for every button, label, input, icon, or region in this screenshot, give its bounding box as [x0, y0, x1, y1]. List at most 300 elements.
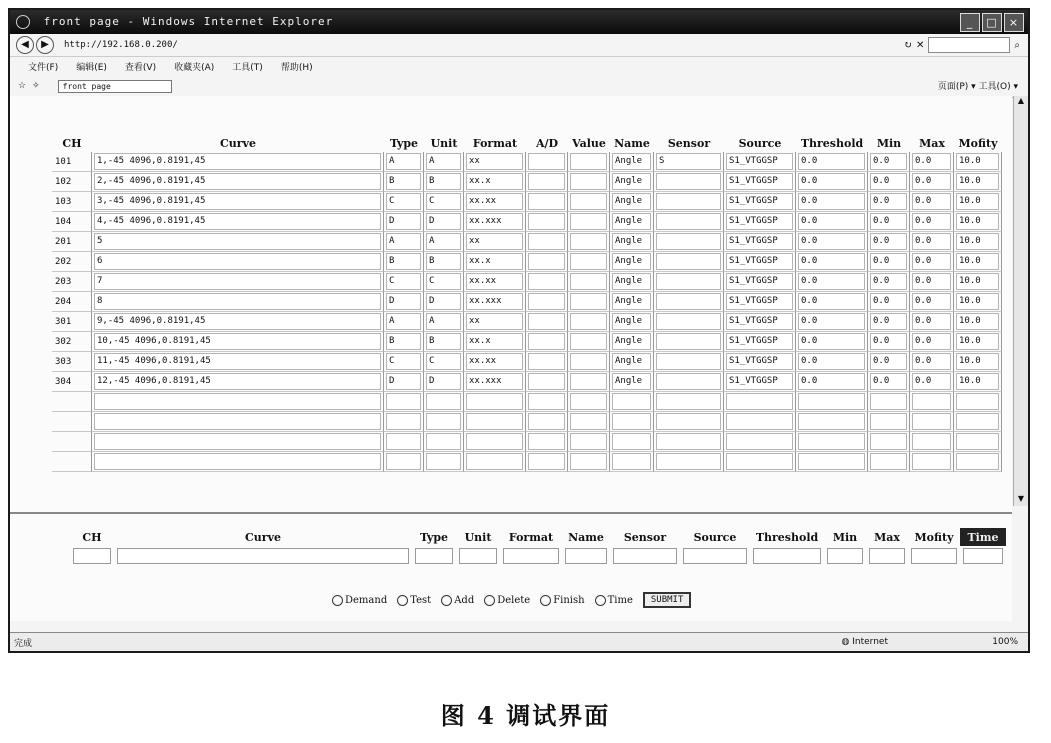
submit-button[interactable]: SUBMIT [643, 592, 692, 608]
time-input[interactable] [963, 548, 1003, 564]
sensor-field[interactable] [656, 233, 721, 250]
cell-mofity [954, 152, 1002, 172]
table-row [52, 392, 1002, 412]
unit-field[interactable]: B [426, 333, 461, 350]
form-col-threshold: Threshold [755, 530, 819, 544]
option-demand[interactable] [332, 595, 387, 606]
min-field[interactable]: 0.0 [870, 333, 907, 350]
format-field[interactable]: xx.xx [466, 273, 523, 290]
type-field[interactable] [386, 433, 421, 450]
unit-field[interactable]: B [426, 253, 461, 270]
mofity-input[interactable] [911, 548, 957, 564]
col-name: Name [614, 136, 650, 150]
form-col-time: Time [960, 528, 1006, 546]
mofity-field[interactable]: 10.0 [956, 373, 999, 390]
form-col-type: Type [419, 530, 449, 544]
source-field[interactable]: S1_VTGGSP [726, 313, 793, 330]
curve-field[interactable] [94, 393, 381, 410]
min-field[interactable] [870, 413, 907, 430]
search-input[interactable] [928, 37, 1010, 53]
radio-icon[interactable] [484, 595, 495, 606]
table-row [52, 412, 1002, 432]
sensor-field[interactable] [656, 293, 721, 310]
curve-field[interactable] [94, 433, 381, 450]
source-field[interactable]: S1_VTGGSP [726, 293, 793, 310]
name-field[interactable]: Angle [612, 293, 651, 310]
name-field[interactable]: Angle [612, 353, 651, 370]
command-bar[interactable]: 页面(P) ▾ 工具(O) ▾ [937, 82, 1018, 92]
source-field[interactable]: S1_VTGGSP [726, 253, 793, 270]
sensor-field[interactable] [656, 213, 721, 230]
threshold-field[interactable]: 0.0 [798, 333, 865, 350]
cell-source [724, 392, 796, 412]
source-field[interactable] [726, 433, 793, 450]
type-field[interactable]: A [386, 233, 421, 250]
back-icon[interactable]: ◀ [16, 36, 34, 54]
mofity-field[interactable]: 10.0 [956, 313, 999, 330]
name-field[interactable] [612, 393, 651, 410]
type-field[interactable]: C [386, 193, 421, 210]
option-add[interactable] [441, 595, 474, 606]
col-max: Max [919, 136, 945, 150]
max-field[interactable]: 0.0 [912, 353, 951, 370]
value-field[interactable] [570, 393, 607, 410]
ad-field[interactable] [528, 253, 565, 270]
min-field[interactable]: 0.0 [870, 173, 907, 190]
channel-table [52, 134, 1002, 472]
sensor-field[interactable] [656, 453, 721, 470]
source-field[interactable] [726, 413, 793, 430]
max-field[interactable]: 0.0 [912, 193, 951, 210]
value-field[interactable] [570, 373, 607, 390]
mofity-field[interactable] [956, 413, 999, 430]
name-field[interactable]: Angle [612, 213, 651, 230]
max-field[interactable]: 0.0 [912, 373, 951, 390]
unit-field[interactable] [426, 433, 461, 450]
type-field[interactable]: D [386, 213, 421, 230]
max-field[interactable]: 0.0 [912, 293, 951, 310]
min-field[interactable]: 0.0 [870, 273, 907, 290]
sensor-field[interactable] [656, 253, 721, 270]
value-field[interactable] [570, 153, 607, 170]
curve-input[interactable] [117, 548, 409, 564]
min-field[interactable]: 0.0 [870, 373, 907, 390]
ad-field[interactable] [528, 193, 565, 210]
name-field[interactable] [612, 433, 651, 450]
format-field[interactable]: xx.x [466, 253, 523, 270]
ad-field[interactable] [528, 273, 565, 290]
radio-icon[interactable] [540, 595, 551, 606]
type-field[interactable] [386, 393, 421, 410]
ch-input[interactable] [73, 548, 111, 564]
min-field[interactable]: 0.0 [870, 353, 907, 370]
format-input[interactable] [503, 548, 559, 564]
type-input[interactable] [415, 548, 453, 564]
min-field[interactable]: 0.0 [870, 253, 907, 270]
source-field[interactable] [726, 453, 793, 470]
sensor-field[interactable] [656, 373, 721, 390]
ad-field[interactable] [528, 453, 565, 470]
cell-sensor [654, 352, 724, 372]
threshold-field[interactable] [798, 393, 865, 410]
menu-edit[interactable]: 编辑(E) [76, 62, 107, 73]
source-field[interactable]: S1_VTGGSP [726, 353, 793, 370]
type-field[interactable]: D [386, 293, 421, 310]
ad-field[interactable] [528, 313, 565, 330]
cell-unit [424, 332, 464, 352]
source-field[interactable]: S1_VTGGSP [726, 173, 793, 190]
mofity-field[interactable]: 10.0 [956, 233, 999, 250]
sensor-field[interactable] [656, 193, 721, 210]
mofity-field[interactable]: 10.0 [956, 353, 999, 370]
threshold-input[interactable] [753, 548, 821, 564]
unit-field[interactable]: C [426, 353, 461, 370]
search-icon[interactable]: ⌕ [1014, 39, 1020, 51]
option-test[interactable] [397, 595, 431, 606]
form-col-name: Name [568, 530, 604, 544]
source-field[interactable]: S1_VTGGSP [726, 233, 793, 250]
cell-type [384, 292, 424, 312]
menu-view[interactable]: 查看(V) [124, 62, 157, 73]
threshold-field[interactable]: 0.0 [798, 293, 865, 310]
source-field[interactable] [726, 393, 793, 410]
mofity-field[interactable] [956, 393, 999, 410]
max-field[interactable] [912, 453, 951, 470]
cell-name [610, 432, 654, 452]
max-field[interactable]: 0.0 [912, 153, 951, 170]
refresh-icon[interactable]: ↻ [903, 39, 912, 51]
max-field[interactable]: 0.0 [912, 253, 951, 270]
name-field[interactable]: Angle [612, 153, 651, 170]
maximize-button[interactable]: □ [982, 13, 1002, 32]
min-field[interactable] [870, 453, 907, 470]
max-input[interactable] [869, 548, 905, 564]
cell-ad [526, 372, 568, 392]
ad-field[interactable] [528, 153, 565, 170]
source-field[interactable]: S1_VTGGSP [726, 213, 793, 230]
min-field[interactable]: 0.0 [870, 313, 907, 330]
ad-field[interactable] [528, 373, 565, 390]
threshold-field[interactable]: 0.0 [798, 213, 865, 230]
browser-window [8, 8, 1030, 653]
unit-field[interactable]: C [426, 273, 461, 290]
mofity-field[interactable]: 10.0 [956, 253, 999, 270]
curve-field[interactable]: 11,-45 4096,0.8191,45 [94, 353, 381, 370]
min-field[interactable]: 0.0 [870, 293, 907, 310]
ad-field[interactable] [528, 393, 565, 410]
menu-tools[interactable]: 工具(T) [232, 62, 263, 73]
source-field[interactable]: S1_VTGGSP [726, 333, 793, 350]
sensor-field[interactable] [656, 273, 721, 290]
threshold-field[interactable]: 0.0 [798, 253, 865, 270]
max-field[interactable]: 0.0 [912, 173, 951, 190]
curve-field[interactable]: 10,-45 4096,0.8191,45 [94, 333, 381, 350]
curve-field[interactable]: 1,-45 4096,0.8191,45 [94, 153, 381, 170]
format-field[interactable] [466, 433, 523, 450]
format-field[interactable]: xx.x [466, 173, 523, 190]
sensor-field[interactable] [656, 333, 721, 350]
format-field[interactable] [466, 453, 523, 470]
tab-front-page[interactable]: front page [58, 80, 172, 93]
max-field[interactable] [912, 393, 951, 410]
value-field[interactable] [570, 193, 607, 210]
unit-field[interactable] [426, 453, 461, 470]
sensor-field[interactable] [656, 393, 721, 410]
mofity-field[interactable]: 10.0 [956, 273, 999, 290]
threshold-field[interactable]: 0.0 [798, 353, 865, 370]
min-field[interactable]: 0.0 [870, 153, 907, 170]
cell-sensor [654, 212, 724, 232]
format-field[interactable] [466, 393, 523, 410]
status-bar [10, 632, 1028, 651]
curve-field[interactable]: 9,-45 4096,0.8191,45 [94, 313, 381, 330]
max-field[interactable]: 0.0 [912, 273, 951, 290]
mofity-field[interactable]: 10.0 [956, 293, 999, 310]
value-field[interactable] [570, 213, 607, 230]
threshold-field[interactable]: 0.0 [798, 233, 865, 250]
threshold-field[interactable] [798, 413, 865, 430]
mofity-field[interactable]: 10.0 [956, 213, 999, 230]
threshold-field[interactable]: 0.0 [798, 173, 865, 190]
format-field[interactable]: xx.xxx [466, 213, 523, 230]
cell-sensor [654, 372, 724, 392]
source-field[interactable]: S1_VTGGSP [726, 273, 793, 290]
scroll-up-icon[interactable]: ▲ [1017, 96, 1025, 105]
table-row [52, 212, 1002, 232]
type-field[interactable]: A [386, 153, 421, 170]
sensor-field[interactable] [656, 313, 721, 330]
unit-field[interactable]: A [426, 153, 461, 170]
threshold-field[interactable]: 0.0 [798, 373, 865, 390]
zoom-level[interactable]: 100% [992, 637, 1018, 647]
name-field[interactable]: Angle [612, 233, 651, 250]
ad-field[interactable] [528, 333, 565, 350]
radio-icon[interactable] [332, 595, 343, 606]
value-field[interactable] [570, 293, 607, 310]
type-field[interactable] [386, 453, 421, 470]
option-finish[interactable] [540, 595, 584, 606]
max-field[interactable] [912, 413, 951, 430]
value-field[interactable] [570, 273, 607, 290]
mofity-field[interactable]: 10.0 [956, 193, 999, 210]
ad-field[interactable] [528, 293, 565, 310]
value-field[interactable] [570, 453, 607, 470]
cell-name [610, 412, 654, 432]
sensor-field[interactable]: S [656, 153, 721, 170]
cell-name [610, 232, 654, 252]
type-field[interactable]: B [386, 173, 421, 190]
format-field[interactable]: xx.xx [466, 353, 523, 370]
type-field[interactable]: D [386, 373, 421, 390]
menu-help[interactable]: 帮助(H) [280, 62, 313, 73]
sensor-input[interactable] [613, 548, 677, 564]
threshold-field[interactable]: 0.0 [798, 193, 865, 210]
mofity-field[interactable] [956, 453, 999, 470]
cell-mofity [954, 312, 1002, 332]
curve-field[interactable]: 4,-45 4096,0.8191,45 [94, 213, 381, 230]
value-field[interactable] [570, 313, 607, 330]
mofity-field[interactable] [956, 433, 999, 450]
unit-field[interactable]: A [426, 233, 461, 250]
source-input[interactable] [683, 548, 747, 564]
sensor-field[interactable] [656, 413, 721, 430]
ad-field[interactable] [528, 413, 565, 430]
max-field[interactable]: 0.0 [912, 233, 951, 250]
radio-icon[interactable] [397, 595, 408, 606]
threshold-field[interactable]: 0.0 [798, 313, 865, 330]
table-row [52, 172, 1002, 192]
table-row [52, 312, 1002, 332]
menu-file[interactable]: 文件(F) [28, 62, 59, 73]
cell-min [868, 372, 910, 392]
name-field[interactable]: Angle [612, 173, 651, 190]
table-header-row [52, 134, 1002, 152]
type-field[interactable] [386, 413, 421, 430]
address-bar [10, 34, 1028, 57]
value-field[interactable] [570, 173, 607, 190]
name-field[interactable]: Angle [612, 373, 651, 390]
cell-name [610, 252, 654, 272]
name-field[interactable]: Angle [612, 273, 651, 290]
max-field[interactable]: 0.0 [912, 213, 951, 230]
type-field[interactable]: B [386, 333, 421, 350]
cell-mofity [954, 212, 1002, 232]
name-field[interactable]: Angle [612, 193, 651, 210]
threshold-field[interactable] [798, 453, 865, 470]
menu-favorites[interactable]: 收藏夹(A) [174, 62, 215, 73]
option-delete[interactable] [484, 595, 530, 606]
max-field[interactable]: 0.0 [912, 313, 951, 330]
format-field[interactable]: xx.xxx [466, 293, 523, 310]
cell-format [464, 352, 526, 372]
format-field[interactable]: xx [466, 313, 523, 330]
source-field[interactable]: S1_VTGGSP [726, 153, 793, 170]
unit-field[interactable]: B [426, 173, 461, 190]
format-field[interactable]: xx.x [466, 333, 523, 350]
favorites-star-icon[interactable]: ☆ [18, 81, 27, 91]
ad-field[interactable] [528, 433, 565, 450]
curve-field[interactable] [94, 413, 381, 430]
cell-format [464, 452, 526, 472]
url-field[interactable]: http://192.168.0.200/ [64, 40, 178, 50]
close-button[interactable]: × [1004, 13, 1024, 32]
name-field[interactable]: Angle [612, 313, 651, 330]
unit-field[interactable]: C [426, 193, 461, 210]
cell-unit [424, 252, 464, 272]
type-field[interactable]: C [386, 353, 421, 370]
curve-field[interactable]: 2,-45 4096,0.8191,45 [94, 173, 381, 190]
unit-field[interactable]: D [426, 213, 461, 230]
ad-field[interactable] [528, 213, 565, 230]
min-field[interactable] [870, 393, 907, 410]
format-field[interactable]: xx [466, 153, 523, 170]
ad-field[interactable] [528, 353, 565, 370]
unit-field[interactable]: D [426, 293, 461, 310]
mofity-field[interactable]: 10.0 [956, 333, 999, 350]
vertical-scrollbar[interactable] [1013, 96, 1028, 506]
curve-field[interactable] [94, 453, 381, 470]
value-field[interactable] [570, 353, 607, 370]
form-col-sensor: Sensor [623, 530, 667, 544]
source-field[interactable]: S1_VTGGSP [726, 193, 793, 210]
type-field[interactable]: A [386, 313, 421, 330]
ad-field[interactable] [528, 233, 565, 250]
forward-icon[interactable]: ▶ [36, 36, 54, 54]
curve-field[interactable]: 7 [94, 273, 381, 290]
sensor-field[interactable] [656, 353, 721, 370]
unit-field[interactable] [426, 413, 461, 430]
name-field[interactable] [612, 413, 651, 430]
format-field[interactable]: xx.xxx [466, 373, 523, 390]
value-field[interactable] [570, 233, 607, 250]
min-field[interactable]: 0.0 [870, 213, 907, 230]
name-input[interactable] [565, 548, 607, 564]
value-field[interactable] [570, 253, 607, 270]
cell-min [868, 172, 910, 192]
format-field[interactable]: xx [466, 233, 523, 250]
unit-field[interactable] [426, 393, 461, 410]
threshold-field[interactable]: 0.0 [798, 153, 865, 170]
radio-icon[interactable] [595, 595, 606, 606]
cell-curve [92, 252, 384, 272]
sensor-field[interactable] [656, 433, 721, 450]
value-field[interactable] [570, 413, 607, 430]
min-input[interactable] [827, 548, 863, 564]
name-field[interactable] [612, 453, 651, 470]
stop-icon[interactable]: ✕ [916, 39, 925, 51]
minimize-button[interactable]: _ [960, 13, 980, 32]
min-field[interactable]: 0.0 [870, 193, 907, 210]
unit-field[interactable]: D [426, 373, 461, 390]
cell-curve [92, 452, 384, 472]
value-field[interactable] [570, 333, 607, 350]
curve-field[interactable]: 3,-45 4096,0.8191,45 [94, 193, 381, 210]
sensor-field[interactable] [656, 173, 721, 190]
scroll-down-icon[interactable]: ▼ [1017, 494, 1025, 503]
format-field[interactable]: xx.xx [466, 193, 523, 210]
mofity-field[interactable]: 10.0 [956, 153, 999, 170]
curve-field[interactable]: 6 [94, 253, 381, 270]
cell-sensor [654, 332, 724, 352]
threshold-field[interactable] [798, 433, 865, 450]
radio-icon[interactable] [441, 595, 452, 606]
unit-field[interactable]: A [426, 313, 461, 330]
option-time[interactable] [595, 595, 633, 606]
name-field[interactable]: Angle [612, 333, 651, 350]
min-field[interactable]: 0.0 [870, 233, 907, 250]
type-field[interactable]: B [386, 253, 421, 270]
name-field[interactable]: Angle [612, 253, 651, 270]
max-field[interactable] [912, 433, 951, 450]
format-field[interactable] [466, 413, 523, 430]
source-field[interactable]: S1_VTGGSP [726, 373, 793, 390]
mofity-field[interactable]: 10.0 [956, 173, 999, 190]
cell-format [464, 372, 526, 392]
threshold-field[interactable]: 0.0 [798, 273, 865, 290]
curve-field[interactable]: 8 [94, 293, 381, 310]
cell-type [384, 412, 424, 432]
curve-field[interactable]: 12,-45 4096,0.8191,45 [94, 373, 381, 390]
min-field[interactable] [870, 433, 907, 450]
ad-field[interactable] [528, 173, 565, 190]
max-field[interactable]: 0.0 [912, 333, 951, 350]
value-field[interactable] [570, 433, 607, 450]
cell-source [724, 312, 796, 332]
type-field[interactable]: C [386, 273, 421, 290]
curve-field[interactable]: 5 [94, 233, 381, 250]
add-favorite-icon[interactable]: ✧ [32, 81, 40, 91]
unit-input[interactable] [459, 548, 497, 564]
